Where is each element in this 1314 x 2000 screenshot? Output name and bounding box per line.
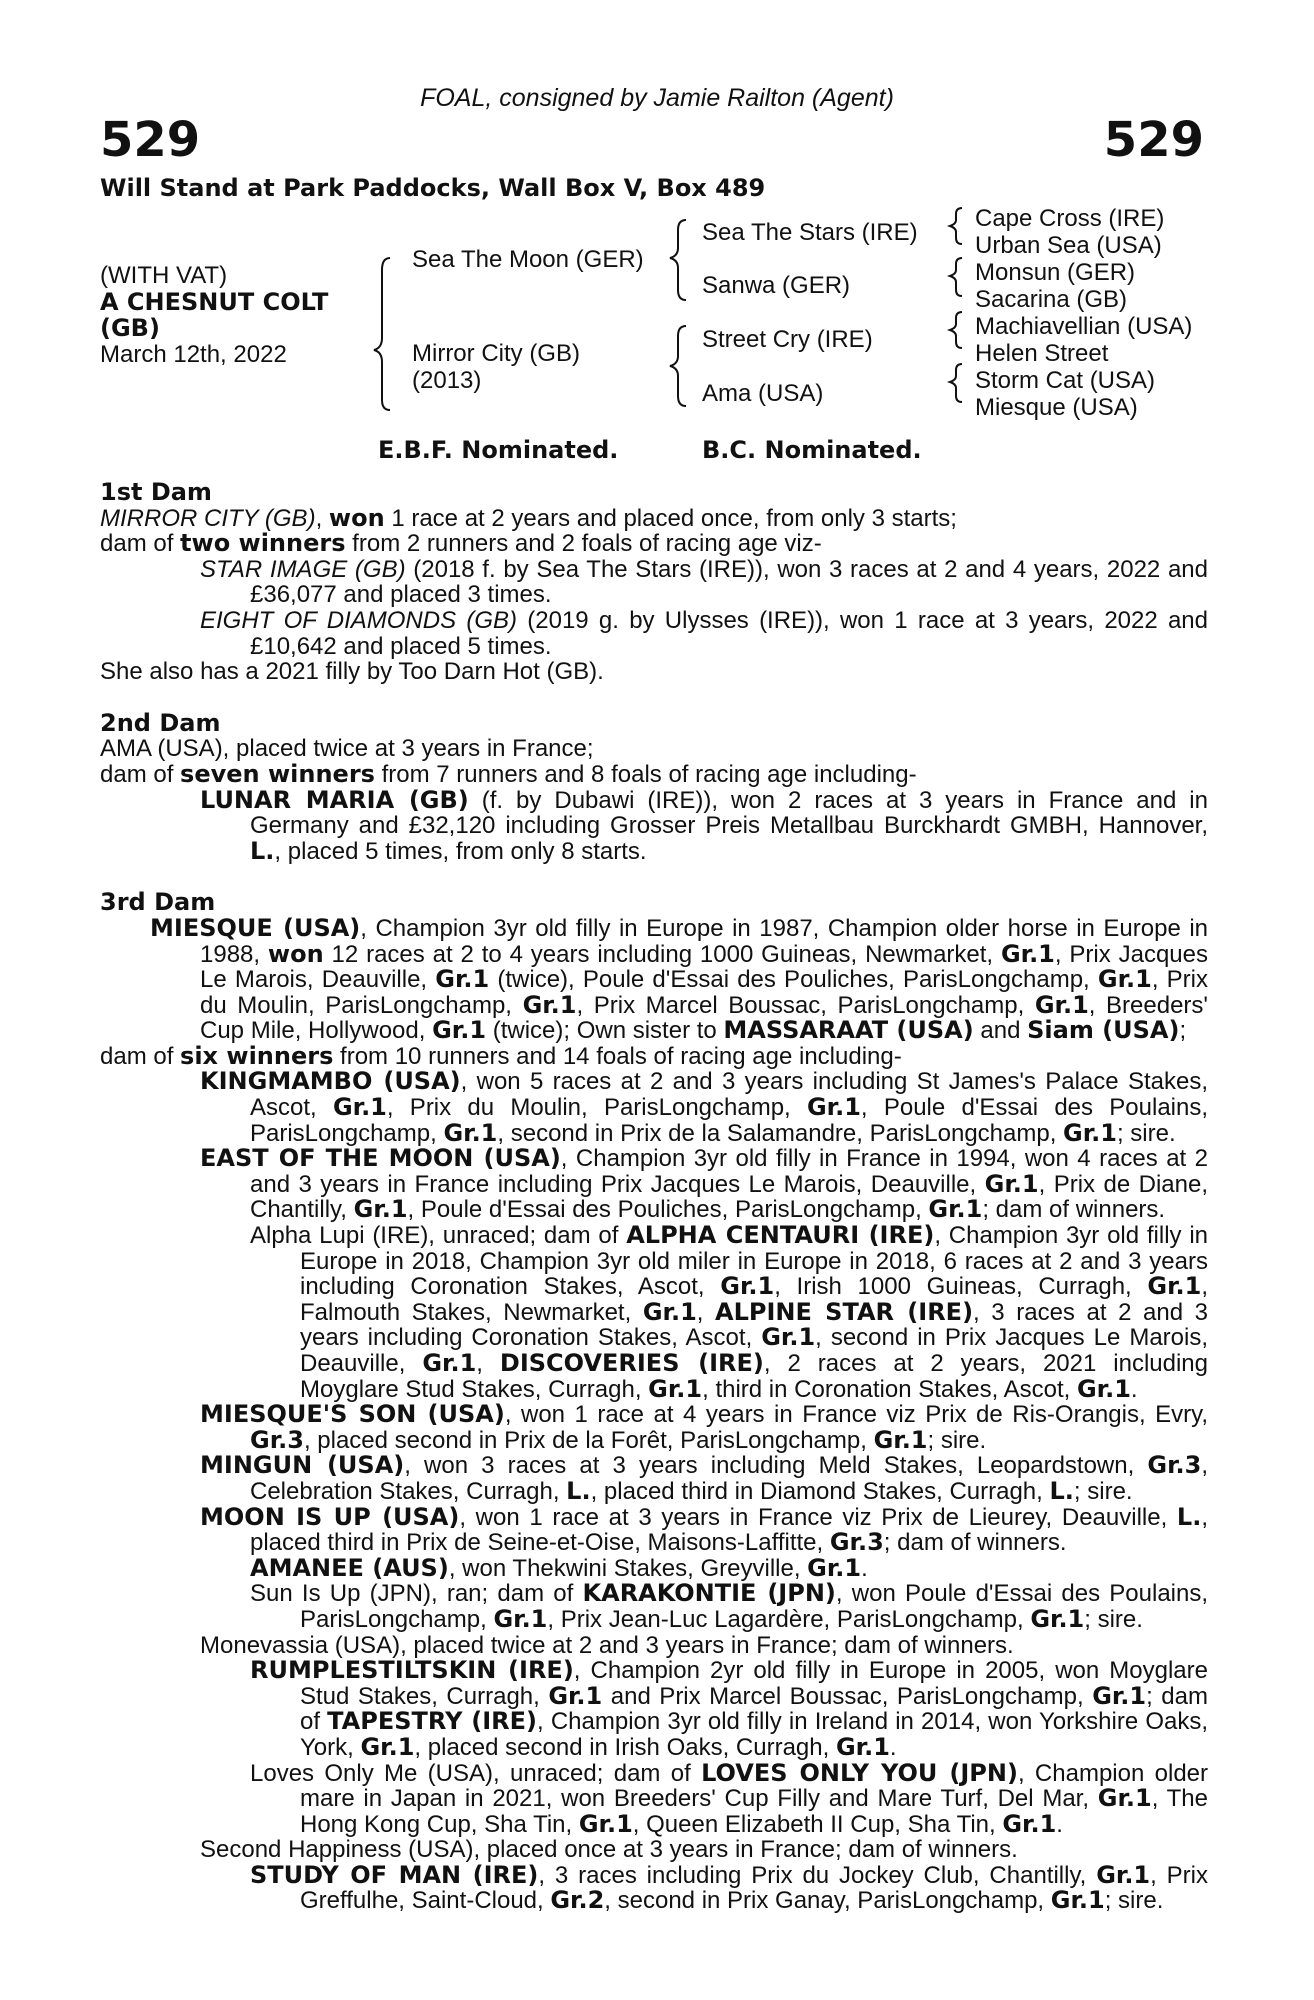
bold-run: Gr.1 xyxy=(1063,1118,1117,1147)
bold-run: Gr.1 xyxy=(1000,939,1055,968)
produce-miesques-son xyxy=(100,1402,1208,1453)
bold-run: Gr.1 xyxy=(1002,1809,1057,1838)
ancestor-3: Monsun (GER) xyxy=(975,259,1136,286)
text-run: , xyxy=(696,1298,716,1326)
text-run: , Champion 3yr old filly in Ireland in 2014, won Yorkshire Oaks, York, xyxy=(300,1708,1209,1761)
produce-second-happiness: Second Happiness (USA), placed once at 3 years in France; dam of winners. xyxy=(200,1836,1018,1864)
produce-loves-only-me xyxy=(100,1758,1209,1838)
text-run: Loves Only Me (USA), unraced; dam of xyxy=(250,1759,702,1787)
bold-run: Gr.3 xyxy=(250,1425,304,1454)
brace-sire-parents xyxy=(670,220,686,300)
produce-alpha-lupi xyxy=(100,1223,1208,1402)
text-run: ; sire. xyxy=(1073,1477,1133,1505)
bold-run: Gr.3 xyxy=(1147,1451,1202,1480)
bold-run: six winners xyxy=(180,1041,334,1070)
bold-run: L. xyxy=(566,1476,591,1505)
dam-sire: Street Cry (IRE) xyxy=(702,326,873,353)
dam-dam: Ama (USA) xyxy=(702,380,824,407)
bold-run: ALPINE STAR (IRE) xyxy=(715,1297,974,1326)
produce-study-of-man xyxy=(100,1860,1208,1915)
bold-run: RUMPLESTILTSKIN (IRE) xyxy=(250,1656,574,1685)
text-run: . xyxy=(1130,1375,1138,1403)
text-run: ; dam of xyxy=(300,1682,1208,1736)
bold-run: MIESQUE'S SON (USA) xyxy=(200,1400,505,1429)
text-run: , won 1 race at 3 years in France viz Prix de Lieurey, Deauville, xyxy=(459,1503,1177,1531)
text-run: , won Thekwini Stakes, Greyville, xyxy=(448,1554,808,1582)
catalogue-body xyxy=(100,480,1208,1914)
produce-amanee xyxy=(100,1553,1208,1582)
text-run: ; sire. xyxy=(1104,1887,1164,1915)
second-dam-title: 2nd Dam xyxy=(100,708,221,737)
text-run: , Champion 3yr old filly in Europe in 1987, Champion older horse in Europe in 1988, xyxy=(200,914,1208,968)
brace-dam-parents xyxy=(670,326,686,406)
bold-run: MINGUN (USA) xyxy=(200,1451,405,1480)
text-run: ; sire. xyxy=(927,1426,987,1454)
produce-name: STAR IMAGE (GB) xyxy=(200,555,406,583)
bold-run: STUDY OF MAN (IRE) xyxy=(250,1860,539,1889)
dam-name-italic: MIRROR CITY (GB) xyxy=(100,504,316,532)
produce-sun-is-up xyxy=(100,1581,1208,1632)
text-run: ; dam of winners. xyxy=(982,1196,1166,1224)
ancestor-7: Storm Cat (USA) xyxy=(975,367,1156,394)
bold-run: Gr.1 xyxy=(835,1732,890,1761)
bold-run: Gr.1 xyxy=(1147,1272,1202,1301)
text-run: , placed second in Prix de la Forêt, ParisLongchamp, xyxy=(303,1426,874,1454)
bold-run: Gr.1 xyxy=(548,1681,603,1710)
text-run: , 3 races at 2 and 3 years including Coronation Stakes, Ascot, xyxy=(300,1298,1208,1352)
produce-kingmambo xyxy=(100,1069,1208,1146)
third-dam-produce-intro xyxy=(50,1041,1208,1070)
text-run: , placed second in Irish Oaks, Curragh, xyxy=(414,1733,836,1761)
text-run: , Champion 2yr old filly in Europe in 2005, won Moyglare Stud Stakes, Curragh, xyxy=(300,1657,1208,1710)
third-dam-title: 3rd Dam xyxy=(100,888,216,917)
sire-name: Sea The Moon (GER) xyxy=(412,246,644,273)
won-word: won xyxy=(328,503,385,532)
text-run: , Prix Jacques Le Marois, Deauville, xyxy=(200,940,1208,994)
text-run: , Champion 3yr old filly in Europe in 2018, Champion 3yr old miler in Europe in 2018, 6 races at 2 and 3 years including Coronation Stakes, Ascot, xyxy=(300,1222,1209,1301)
bold-run: Gr.1 xyxy=(493,1604,548,1633)
text-run: dam of xyxy=(100,530,181,558)
text-run: dam of xyxy=(100,1042,181,1070)
bold-run: Gr.1 xyxy=(1034,990,1089,1019)
bold-run: Gr.1 xyxy=(807,1553,862,1582)
consignor-line: FOAL, consigned by Jamie Railton (Agent) xyxy=(420,84,894,112)
bold-run: Gr.1 xyxy=(353,1195,408,1224)
bold-run: Gr.1 xyxy=(761,1323,816,1352)
text-run: , second in Prix Ganay, ParisLongchamp, xyxy=(604,1887,1051,1915)
bold-run: Gr.1 xyxy=(720,1272,775,1301)
bold-run: L. xyxy=(1049,1476,1074,1505)
bold-run: Gr.1 xyxy=(1097,965,1152,994)
text-run: , Breeders' Cup Mile, Hollywood, xyxy=(200,991,1209,1045)
text-run: ; dam of winners. xyxy=(883,1529,1067,1557)
vat-label: (WITH VAT) xyxy=(100,262,228,289)
bold-run: MOON IS UP (USA) xyxy=(200,1502,460,1531)
bold-run: won xyxy=(267,939,324,968)
bold-run: Gr.1 xyxy=(1076,1374,1131,1403)
bold-run: Gr.1 xyxy=(928,1195,983,1224)
text-run: , placed 5 times, from only 8 starts. xyxy=(274,837,647,865)
bold-run: Gr.3 xyxy=(829,1528,884,1557)
bc-nomination: B.C. Nominated. xyxy=(702,436,922,464)
dam-year: (2013) xyxy=(412,367,482,394)
bold-run: L. xyxy=(1176,1502,1202,1531)
text-run: , won Poule d'Essai des Poulains, ParisLongchamp, xyxy=(300,1580,1209,1633)
text-run: , second in Prix de la Salamandre, ParisLongchamp, xyxy=(497,1119,1064,1147)
bold-run: KINGMAMBO (USA) xyxy=(200,1067,461,1096)
text-run: (twice), Poule d'Essai des Pouliches, ParisLongchamp, xyxy=(489,966,1098,994)
horse-name-country: (GB) xyxy=(100,314,160,342)
bold-run: Gr.1 xyxy=(1096,1860,1151,1889)
bold-run: LOVES ONLY YOU (JPN) xyxy=(701,1758,1018,1787)
bold-run: Gr.1 xyxy=(642,1297,697,1326)
ancestor-6: Helen Street xyxy=(975,340,1109,367)
produce-monevassia: Monevassia (USA), placed twice at 2 and 3 years in France; dam of winners. xyxy=(200,1631,1014,1659)
text-run: , Celebration Stakes, Curragh, xyxy=(250,1452,1208,1505)
text-run: Sun Is Up (JPN), ran; dam of xyxy=(250,1580,583,1608)
text-run: from 10 runners and 14 foals of racing age including- xyxy=(333,1042,902,1070)
produce-rumplestiltskin xyxy=(100,1658,1208,1760)
text-run: , Champion 3yr old filly in France in 1994, won 4 races at 2 and 3 years in France including Prix Jacques Le Marois, Deauville, xyxy=(250,1145,1208,1198)
bold-run: Gr.1 xyxy=(443,1118,498,1147)
ancestor-2: Urban Sea (USA) xyxy=(975,232,1162,259)
text-run: , 2 races at 2 years, 2021 including Moyglare Stud Stakes, Curragh, xyxy=(300,1350,1209,1403)
text-run: and xyxy=(973,1017,1028,1045)
bold-run: Gr.1 xyxy=(332,1093,387,1122)
bold-run: Gr.1 xyxy=(1097,1784,1152,1813)
first-dam-title: 1st Dam xyxy=(100,478,212,506)
ebf-nomination: E.B.F. Nominated. xyxy=(378,436,619,464)
sire-sire: Sea The Stars (IRE) xyxy=(702,219,918,246)
text-run: , Prix du Moulin, ParisLongchamp, xyxy=(200,966,1208,1019)
text-run: , xyxy=(476,1350,500,1377)
listed-mark: L. xyxy=(250,836,275,865)
bold-run: DISCOVERIES (IRE) xyxy=(499,1349,764,1377)
bold-run: Gr.1 xyxy=(806,1093,861,1122)
produce-east-of-the-moon xyxy=(100,1146,1208,1223)
dam-name-bold: MIESQUE (USA) xyxy=(150,913,361,942)
bold-run: Gr.1 xyxy=(1030,1604,1085,1633)
text-run: , Falmouth Stakes, Newmarket, xyxy=(300,1273,1208,1326)
second-dam-line: AMA (USA), placed twice at 3 years in France; xyxy=(100,735,594,763)
text-run: dam of xyxy=(100,760,181,788)
text-run: (twice); Own sister to xyxy=(486,1017,724,1045)
winners-count: seven winners xyxy=(180,759,375,788)
ancestor-8: Miesque (USA) xyxy=(975,394,1138,421)
text-run: , Champion older mare in Japan in 2021, won Breeders' Cup Filly and Mare Turf, Del Mar, xyxy=(300,1759,1209,1813)
produce-mingun xyxy=(100,1453,1208,1504)
text-run: , The Hong Kong Cup, Sha Tin, xyxy=(300,1785,1209,1838)
text-run: 12 races at 2 to 4 years including 1000 Guineas, Newmarket, xyxy=(323,940,1001,968)
text-run: , Prix Jean-Luc Lagardère, ParisLongchamp, xyxy=(547,1605,1031,1633)
miesque-paragraph xyxy=(100,913,1209,1045)
text-run: , Poule d'Essai des Pouliches, ParisLongchamp, xyxy=(407,1196,929,1224)
text-run: , won 1 race at 4 years in France viz Prix de Ris-Orangis, Evry, xyxy=(504,1401,1208,1429)
horse-name: A CHESNUT COLT xyxy=(100,288,329,316)
text-run: 1 race at 2 years and placed once, from only 3 starts; xyxy=(384,504,957,532)
bold-run: Gr.1 xyxy=(360,1732,415,1761)
text-run: , 3 races including Prix du Jockey Club, Chantilly, xyxy=(538,1861,1097,1889)
ancestor-4: Sacarina (GB) xyxy=(975,286,1128,313)
text-run: , won 3 races at 3 years including Meld Stakes, Leopardstown, xyxy=(404,1452,1148,1480)
bold-run: Gr.1 xyxy=(422,1349,477,1377)
bold-run: Gr.1 xyxy=(435,965,490,994)
bold-run: TAPESTRY (IRE) xyxy=(327,1707,538,1736)
bold-run: Gr.1 xyxy=(432,1016,487,1045)
foaling-date: March 12th, 2022 xyxy=(100,341,287,368)
text-run: , won 5 races at 2 and 3 years including St James's Palace Stakes, Ascot, xyxy=(250,1068,1208,1122)
bold-run: MASSARAAT (USA) xyxy=(723,1016,974,1045)
text-run: , Prix Marcel Boussac, ParisLongchamp, xyxy=(576,991,1035,1019)
bold-run: EAST OF THE MOON (USA) xyxy=(200,1144,561,1173)
bold-run: Gr.1 xyxy=(578,1809,633,1838)
ancestor-1: Cape Cross (IRE) xyxy=(975,205,1165,232)
produce-name: EIGHT OF DIAMONDS (GB) xyxy=(200,606,518,634)
first-dam-paragraph: MIRROR CITY (GB), won 1 race at 2 years and placed once, from only 3 starts; xyxy=(100,503,957,532)
brace-parents xyxy=(374,258,390,410)
second-dam-produce-intro xyxy=(100,759,1208,788)
dam-name: Mirror City (GB) xyxy=(412,340,580,367)
stand-info: Will Stand at Park Paddocks, Wall Box V, Box 489 xyxy=(100,174,766,202)
bold-run: Gr.1 xyxy=(522,990,577,1019)
lot-number-right: 529 xyxy=(1103,112,1204,168)
text-run: and Prix Marcel Boussac, ParisLongchamp, xyxy=(602,1682,1093,1710)
sire-dam: Sanwa (GER) xyxy=(702,272,851,299)
text-run: ; sire. xyxy=(1084,1605,1143,1633)
text-run: from 7 runners and 8 foals of racing age including- xyxy=(374,760,917,788)
text-run: , Queen Elizabeth II Cup, Sha Tin, xyxy=(632,1810,1003,1838)
text-run: ; sire. xyxy=(1116,1119,1176,1147)
lot-number-left: 529 xyxy=(100,112,201,168)
text-run: , Prix de Diane, Chantilly, xyxy=(250,1170,1208,1224)
bold-run: Gr.1 xyxy=(984,1169,1039,1198)
text-run: . xyxy=(1056,1810,1063,1838)
ancestor-5: Machiavellian (USA) xyxy=(975,313,1193,340)
text-run: , Prix du Moulin, ParisLongchamp, xyxy=(386,1094,807,1122)
bold-run: ALPHA CENTAURI (IRE) xyxy=(626,1221,935,1250)
text-run: (f. by Dubawi (IRE)), won 2 races at 3 years in France and in Germany and £32,120 including Grosser Preis Metallbau Burckhardt GMBH, Hannover, xyxy=(250,786,1208,840)
text-run: ; xyxy=(1179,1017,1187,1045)
winners-count: two winners xyxy=(180,529,346,558)
bold-run: Gr.1 xyxy=(873,1425,928,1454)
first-dam-produce-intro xyxy=(100,531,1208,557)
produce-name: LUNAR MARIA (GB) xyxy=(200,785,469,814)
bold-run: Siam (USA) xyxy=(1027,1016,1180,1045)
bold-run: Gr.1 xyxy=(648,1374,703,1403)
bold-run: KARAKONTIE (JPN) xyxy=(582,1579,836,1608)
text-run: , second in Prix Jacques Le Marois, Deauville, xyxy=(300,1324,1209,1377)
text-run: , Irish 1000 Guineas, Curragh, xyxy=(774,1273,1148,1301)
text-run: (2018 f. by Sea The Stars (IRE)), won 3 races at 2 and 4 years, 2022 and £36,077 and placed 3 times. xyxy=(250,555,1208,609)
produce-star-image xyxy=(100,557,1208,608)
text-run: . xyxy=(889,1733,897,1761)
text-run: , third in Coronation Stakes, Ascot, xyxy=(702,1375,1077,1403)
bold-run: AMANEE (AUS) xyxy=(250,1553,449,1582)
text-run: (2019 g. by Ulysses (IRE)), won 1 race at 3 years, 2022 and £10,642 and placed 5 times. xyxy=(250,606,1209,660)
bold-run: Gr.1 xyxy=(1092,1681,1147,1710)
text-run: Alpha Lupi (IRE), unraced; dam of xyxy=(250,1222,627,1250)
text-run: , Poule d'Essai des Poulains, ParisLongchamp, xyxy=(250,1094,1209,1147)
produce-moon-is-up xyxy=(100,1502,1208,1557)
text-run: from 2 runners and 2 foals of racing age viz- xyxy=(345,530,822,558)
produce-lunar-maria xyxy=(100,785,1208,865)
text-run: , Prix Greffulhe, Saint-Cloud, xyxy=(300,1861,1208,1915)
produce-eight-of-diamonds xyxy=(100,608,1208,659)
bold-run: Gr.2 xyxy=(550,1886,605,1915)
first-dam-also: She also has a 2021 filly by Too Darn Hot (GB). xyxy=(100,658,604,686)
text-run: , placed third in Diamond Stakes, Curragh, xyxy=(590,1477,1050,1505)
text-run: . xyxy=(861,1554,868,1582)
bold-run: Gr.1 xyxy=(1050,1886,1105,1915)
text-run: , placed third in Prix de Seine-et-Oise, Maisons-Laffitte, xyxy=(250,1503,1208,1557)
